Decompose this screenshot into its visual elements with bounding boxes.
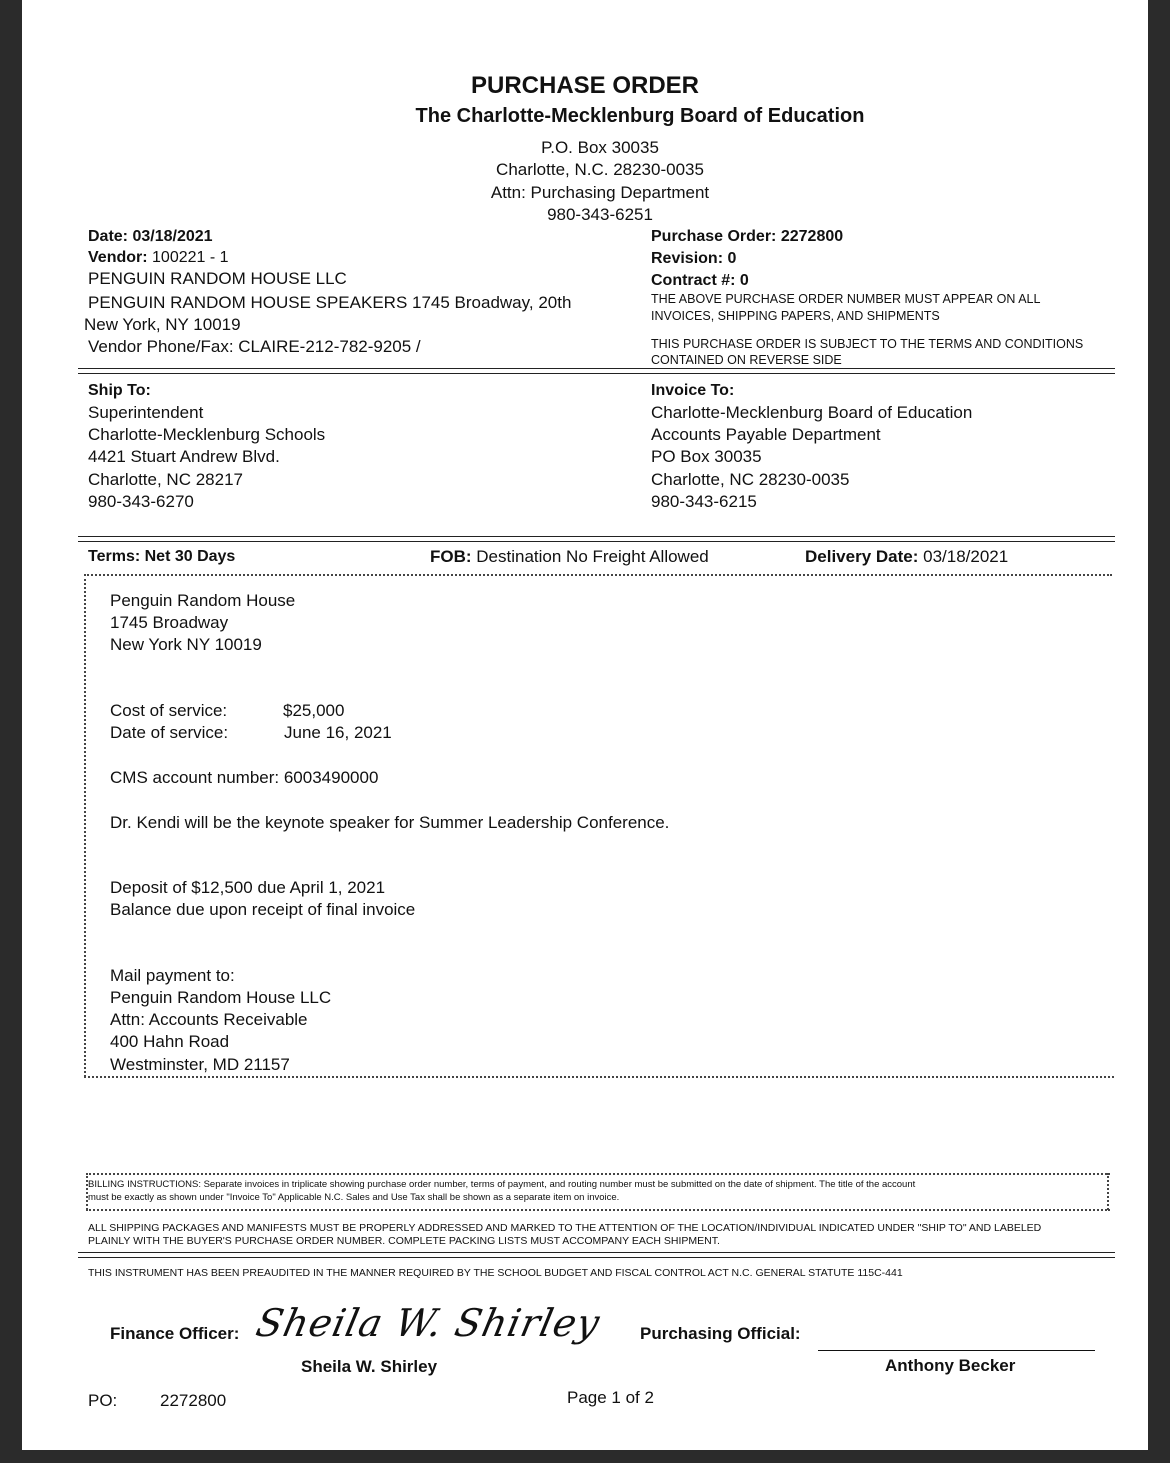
divider bbox=[78, 536, 1115, 537]
organization-name: The Charlotte-Mecklenburg Board of Education bbox=[415, 105, 865, 127]
mail-payment-line: Penguin Random House LLC bbox=[110, 988, 332, 1007]
signature-line bbox=[818, 1350, 1095, 1351]
mail-payment-line: Attn: Accounts Receivable bbox=[110, 1010, 308, 1029]
ship-to-line: 4421 Stuart Andrew Blvd. bbox=[88, 447, 280, 466]
po-number-notice-line: THE ABOVE PURCHASE ORDER NUMBER MUST APPEAR ON ALL bbox=[651, 292, 1041, 306]
contract-number: Contract #: 0 bbox=[651, 272, 749, 289]
header-address-line: P.O. Box 30035 bbox=[541, 138, 659, 157]
revision: Revision: 0 bbox=[651, 250, 737, 267]
body-border-left bbox=[84, 574, 86, 1077]
billing-box-top bbox=[86, 1173, 1110, 1175]
billing-instructions-line: BILLING INSTRUCTIONS: Separate invoices in triplicate showing purchase order number, terms of payment, and routing number must be submitted on the date of shipment. The title of the account bbox=[88, 1179, 916, 1190]
body-vendor-line: Penguin Random House bbox=[110, 591, 296, 610]
deposit-line: Deposit of $12,500 due April 1, 2021 bbox=[110, 878, 386, 897]
invoice-to-line: Charlotte-Mecklenburg Board of Education bbox=[651, 403, 973, 422]
purchasing-official-label: Purchasing Official: bbox=[640, 1324, 801, 1343]
delivery-date: Delivery Date: 03/18/2021 bbox=[805, 547, 1009, 566]
divider bbox=[78, 541, 1115, 542]
body-vendor-line: New York NY 10019 bbox=[110, 635, 262, 654]
shipping-instructions-line: PLAINLY WITH THE BUYER'S PURCHASE ORDER NUMBER. COMPLETE PACKING LISTS MUST ACCOMPANY EACH SHIPMENT. bbox=[88, 1235, 720, 1247]
divider bbox=[78, 1252, 1115, 1253]
mail-payment-line: Westminster, MD 21157 bbox=[110, 1055, 290, 1074]
ship-to-line: Superintendent bbox=[88, 403, 204, 422]
invoice-to-line: PO Box 30035 bbox=[651, 447, 762, 466]
purchase-order-page bbox=[22, 0, 1148, 1450]
vendor-number: Vendor: 100221 - 1 bbox=[88, 249, 229, 266]
ship-to-line: 980-343-6270 bbox=[88, 492, 194, 511]
balance-line: Balance due upon receipt of final invoice bbox=[110, 900, 416, 919]
ship-to-label: Ship To: bbox=[88, 382, 151, 399]
billing-box-bottom bbox=[86, 1209, 1110, 1211]
ship-to-line: Charlotte-Mecklenburg Schools bbox=[88, 425, 326, 444]
finance-officer-label: Finance Officer: bbox=[110, 1324, 240, 1343]
vendor-address-2: New York, NY 10019 bbox=[84, 315, 241, 334]
po-date: Date: 03/18/2021 bbox=[88, 228, 213, 245]
divider bbox=[78, 1257, 1115, 1258]
vendor-address-1: PENGUIN RANDOM HOUSE SPEAKERS 1745 Broadway, 20th bbox=[88, 293, 572, 312]
invoice-to-line: 980-343-6215 bbox=[651, 492, 757, 511]
service-note: Dr. Kendi will be the keynote speaker for Summer Leadership Conference. bbox=[110, 813, 670, 832]
cost-of-service-value: $25,000 bbox=[283, 701, 345, 720]
footer-po-number: 2272800 bbox=[160, 1391, 227, 1410]
purchasing-official-name: Anthony Becker bbox=[885, 1356, 1016, 1375]
vendor-name: PENGUIN RANDOM HOUSE LLC bbox=[88, 269, 347, 288]
body-vendor-line: 1745 Broadway bbox=[110, 613, 229, 632]
header-phone: 980-343-6251 bbox=[547, 205, 653, 224]
vendor-phone: Vendor Phone/Fax: CLAIRE-212-782-9205 / bbox=[88, 337, 421, 356]
invoice-to-label: Invoice To: bbox=[651, 382, 735, 399]
footer-po-label: PO: bbox=[88, 1391, 118, 1410]
header-address-line: Charlotte, N.C. 28230-0035 bbox=[496, 160, 704, 179]
finance-officer-name: Sheila W. Shirley bbox=[301, 1357, 438, 1376]
invoice-to-line: Accounts Payable Department bbox=[651, 425, 881, 444]
terms-notice-line: CONTAINED ON REVERSE SIDE bbox=[651, 353, 842, 367]
billing-instructions-line: must be exactly as shown under "Invoice To" Applicable N.C. Sales and Use Tax shall be shown as a separate item on invoice. bbox=[88, 1192, 620, 1203]
body-border-top bbox=[84, 574, 1112, 576]
statute-notice: THIS INSTRUMENT HAS BEEN PREAUDITED IN THE MANNER REQUIRED BY THE SCHOOL BUDGET AND FISCAL CONTROL ACT N.C. GENERAL STATUTE 115C-441 bbox=[88, 1267, 903, 1279]
ship-to-line: Charlotte, NC 28217 bbox=[88, 470, 243, 489]
header-address-line: Attn: Purchasing Department bbox=[490, 183, 710, 202]
date-of-service-label: Date of service: bbox=[110, 723, 229, 742]
po-number: Purchase Order: 2272800 bbox=[651, 228, 844, 245]
mail-payment-line: 400 Hahn Road bbox=[110, 1032, 230, 1051]
divider bbox=[78, 373, 1115, 374]
billing-box-right bbox=[1107, 1173, 1109, 1210]
po-number-notice-line: INVOICES, SHIPPING PAPERS, AND SHIPMENTS bbox=[651, 309, 940, 323]
divider bbox=[78, 368, 1115, 369]
payment-terms: Terms: Net 30 Days bbox=[88, 548, 236, 565]
date-of-service-value: June 16, 2021 bbox=[284, 723, 392, 742]
document-title: PURCHASE ORDER bbox=[470, 72, 700, 99]
account-number: CMS account number: 6003490000 bbox=[110, 768, 379, 787]
page-number: Page 1 of 2 bbox=[567, 1388, 654, 1407]
mail-payment-line: Mail payment to: bbox=[110, 966, 235, 985]
body-border-bottom bbox=[84, 1076, 1114, 1078]
cost-of-service-label: Cost of service: bbox=[110, 701, 228, 720]
shipping-instructions-line: ALL SHIPPING PACKAGES AND MANIFESTS MUST BE PROPERLY ADDRESSED AND MARKED TO THE ATTENTION OF THE LOCATION/INDIVIDUAL INDICATED UNDER "SHIP TO" AND LABELED bbox=[88, 1222, 1042, 1234]
finance-officer-signature: Sheila W. Shirley bbox=[252, 1301, 605, 1345]
fob-terms: FOB: Destination No Freight Allowed bbox=[430, 547, 709, 566]
invoice-to-line: Charlotte, NC 28230-0035 bbox=[651, 470, 850, 489]
terms-notice-line: THIS PURCHASE ORDER IS SUBJECT TO THE TERMS AND CONDITIONS bbox=[651, 337, 1084, 351]
